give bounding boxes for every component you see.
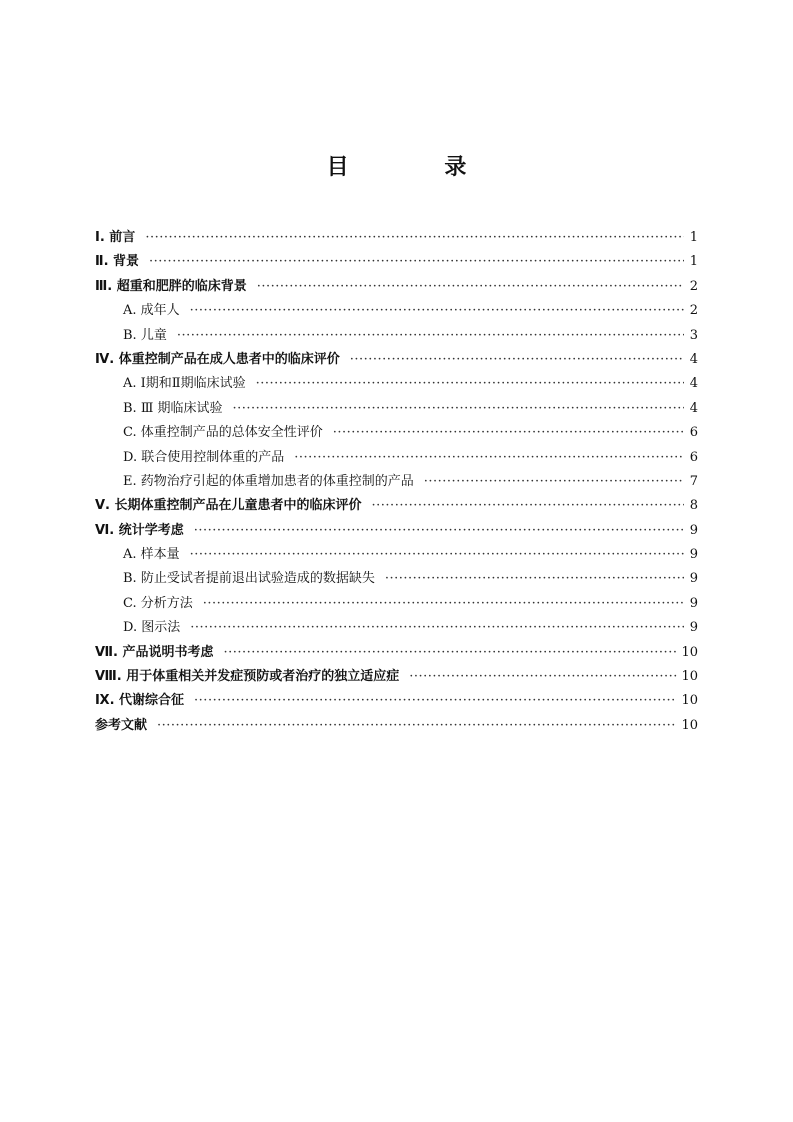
toc-title: 目 录	[326, 155, 511, 180]
toc-dot-leader	[177, 324, 684, 348]
toc-entry-label: A. 样本量	[123, 547, 180, 563]
toc-page-number: 4	[689, 376, 698, 392]
toc-dot-leader	[157, 714, 677, 738]
toc-entry-label: B. 防止受试者提前退出试验造成的数据缺失	[123, 571, 375, 587]
toc-entry-label: Ⅵ. 统计学考虑	[95, 522, 184, 538]
toc-section-entry[interactable]	[95, 250, 698, 274]
toc-entry-label: B. Ⅲ 期临床试验	[123, 400, 223, 416]
toc-dot-leader	[294, 446, 684, 470]
toc-entry-label: Ⅶ. 产品说明书考虑	[95, 644, 214, 660]
toc-subsection-entry[interactable]	[95, 397, 698, 421]
toc-dot-leader	[350, 348, 684, 372]
toc-page-number: 1	[689, 254, 698, 270]
toc-page-number: 10	[681, 693, 698, 709]
toc-dot-leader	[194, 689, 677, 713]
toc-subsection-entry[interactable]	[95, 470, 698, 494]
table-of-contents	[95, 226, 698, 738]
toc-entry-label: B. 儿童	[123, 327, 167, 343]
toc-subsection-entry[interactable]	[95, 421, 698, 445]
toc-subsection-entry[interactable]	[95, 616, 698, 640]
toc-page-number: 10	[681, 717, 698, 733]
toc-subsection-entry[interactable]	[95, 299, 698, 323]
toc-subsection-entry[interactable]	[95, 324, 698, 348]
toc-page-number: 4	[689, 400, 698, 416]
toc-entry-label: E. 药物治疗引起的体重增加患者的体重控制的产品	[123, 473, 414, 489]
toc-dot-leader	[233, 397, 685, 421]
toc-section-entry[interactable]	[95, 275, 698, 299]
toc-dot-leader	[256, 372, 684, 396]
toc-entry-label: Ⅸ. 代谢综合征	[95, 693, 185, 709]
toc-dot-leader	[190, 616, 684, 640]
toc-section-entry[interactable]	[95, 226, 698, 250]
toc-page-number: 7	[689, 473, 698, 489]
toc-page-number: 2	[689, 278, 698, 294]
toc-dot-leader	[203, 592, 684, 616]
toc-entry-label: A. Ⅰ期和Ⅱ期临床试验	[123, 376, 246, 392]
toc-dot-leader	[372, 494, 684, 518]
toc-entry-label: Ⅰ. 前言	[95, 230, 136, 245]
toc-entry-label: A. 成年人	[123, 303, 180, 319]
toc-page-number: 9	[689, 547, 698, 563]
toc-entry-label: 参考文献	[95, 717, 148, 733]
toc-entry-label: Ⅱ. 背景	[95, 254, 140, 270]
toc-section-entry[interactable]	[95, 665, 698, 689]
toc-section-entry[interactable]	[95, 519, 698, 543]
toc-subsection-entry[interactable]	[95, 372, 698, 396]
toc-subsection-entry[interactable]	[95, 567, 698, 591]
toc-dot-leader	[257, 275, 684, 299]
toc-dot-leader	[149, 250, 684, 274]
toc-page-number: 9	[689, 522, 698, 538]
toc-dot-leader	[385, 567, 684, 591]
toc-section-entry[interactable]	[95, 714, 698, 738]
toc-dot-leader	[145, 226, 684, 250]
toc-section-entry[interactable]	[95, 689, 698, 713]
toc-page-number: 9	[689, 595, 698, 611]
toc-dot-leader	[409, 665, 677, 689]
toc-subsection-entry[interactable]	[95, 543, 698, 567]
toc-section-entry[interactable]	[95, 641, 698, 665]
toc-section-entry[interactable]	[95, 494, 698, 518]
toc-page-number: 9	[689, 620, 698, 636]
toc-page-number: 6	[689, 449, 698, 465]
toc-subsection-entry[interactable]	[95, 592, 698, 616]
toc-entry-label: Ⅲ. 超重和肥胖的临床背景	[95, 278, 247, 294]
toc-page-number: 6	[689, 425, 698, 441]
toc-subsection-entry[interactable]	[95, 446, 698, 470]
toc-entry-label: D. 图示法	[123, 620, 181, 636]
toc-entry-label: C. 分析方法	[123, 595, 193, 611]
toc-dot-leader	[424, 470, 684, 494]
toc-page-number: 8	[689, 498, 698, 514]
toc-dot-leader	[223, 641, 677, 665]
toc-entry-label: C. 体重控制产品的总体安全性评价	[123, 425, 323, 441]
toc-page-number: 1	[689, 230, 698, 245]
toc-page-number: 10	[681, 669, 698, 685]
toc-entry-label: D. 联合使用控制体重的产品	[123, 449, 285, 465]
toc-entry-label: Ⅴ. 长期体重控制产品在儿童患者中的临床评价	[95, 498, 362, 514]
toc-entry-label: Ⅳ. 体重控制产品在成人患者中的临床评价	[95, 351, 340, 367]
toc-page-number: 2	[689, 303, 698, 319]
toc-dot-leader	[333, 421, 684, 445]
toc-page-number: 10	[681, 644, 698, 660]
toc-page-number: 4	[689, 351, 698, 367]
toc-dot-leader	[190, 299, 684, 323]
toc-page-number: 3	[689, 327, 698, 343]
toc-section-entry[interactable]	[95, 348, 698, 372]
toc-dot-leader	[194, 519, 684, 543]
toc-entry-label: Ⅷ. 用于体重相关并发症预防或者治疗的独立适应症	[95, 669, 400, 685]
toc-dot-leader	[190, 543, 684, 567]
toc-page-number: 9	[689, 571, 698, 587]
